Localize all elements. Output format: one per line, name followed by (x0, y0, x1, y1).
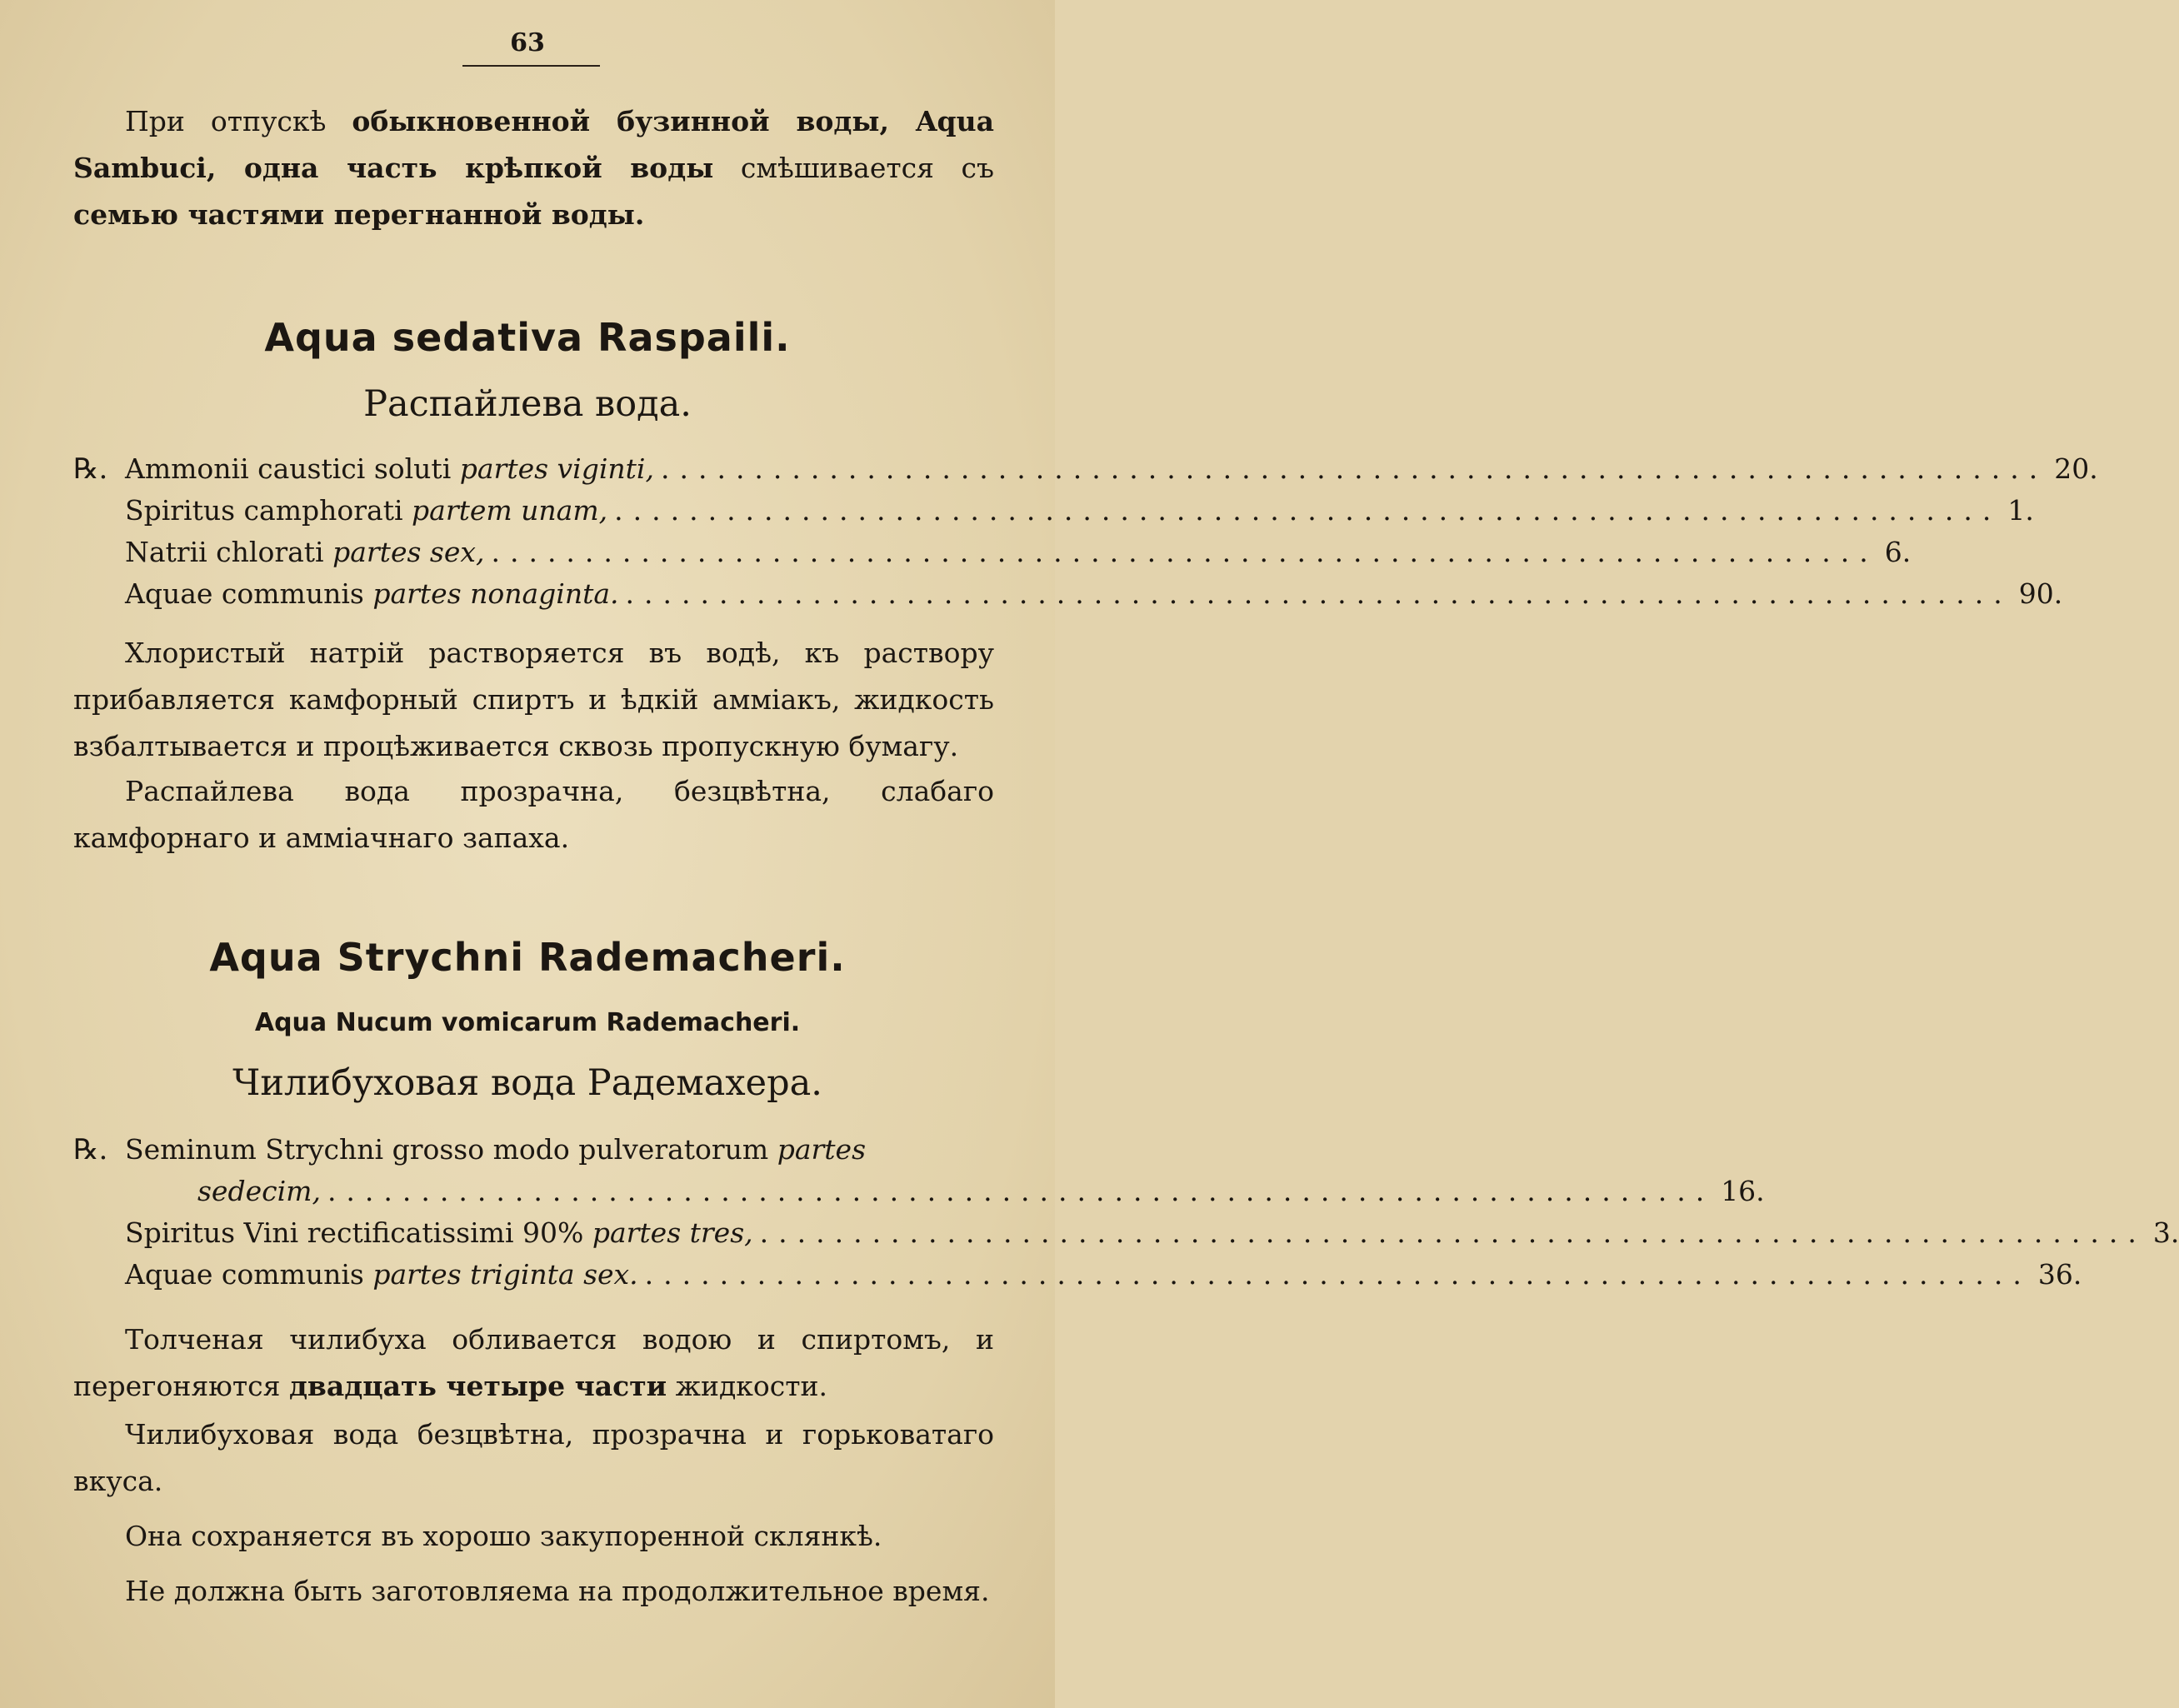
ingredient-amount: partes triginta sex. (372, 1258, 638, 1291)
ingredient-amount: sedecim, (197, 1175, 321, 1207)
ingredient-amount: partem unam, (412, 494, 608, 527)
ingredient-amount: partes viginti, (459, 452, 654, 485)
page-number-rule (462, 65, 600, 67)
ingredient-name: Spiritus Vini rectificatissimi 90% (125, 1216, 592, 1249)
ingredient-name: Natrii chlorati (125, 536, 333, 568)
paragraph-text: жидкости. (667, 1370, 828, 1402)
intro-paragraph (73, 98, 994, 238)
ingredient-line (125, 494, 2034, 527)
section2-title: Aqua Strychni Rademacheri. (209, 935, 846, 980)
ingredient-line-1b (197, 1175, 1765, 1207)
ingredient-line (125, 577, 2063, 610)
ingredient-qty: 16. (1721, 1175, 1765, 1207)
section2-paragraph-3: Она сохраняется въ хорошо закупоренной склянкѣ. (125, 1520, 882, 1552)
ingredient-name: Aquae communis (125, 577, 373, 610)
ingredient-name: Spiritus camphorati (125, 494, 412, 527)
paragraph-text: Толченая чилибуха обливается водою и спиртомъ, и перегоняются (73, 1323, 994, 1402)
paragraph-bold: двадцать четыре части (288, 1370, 667, 1402)
intro-bold-2: семью частями перегнанной воды. (73, 198, 645, 231)
leader-dots: .......................................................................... (759, 1216, 2147, 1249)
section2-paragraph-4: Не должна быть заготовляема на продолжительное время. (125, 1575, 990, 1607)
ingredient-line (125, 452, 2098, 485)
ingredient-amount: partes sex, (332, 536, 485, 568)
ingredient-amount: partes tres, (592, 1216, 753, 1249)
leader-dots: .......................................................................... (327, 1175, 1715, 1207)
section1-title-ru: Распайлева вода. (363, 383, 692, 425)
section1-paragraph-1: Хлористый натрій растворяется въ водѣ, къ раствору прибавляется камфорный спиртъ и ѣдкій амміакъ, жидкость взбалтывается и процѣживается сквозь пропускную бумагу. (73, 637, 994, 762)
ingredient-line (125, 1258, 2082, 1291)
ingredient-name: Aquae communis (125, 1258, 373, 1291)
section2-rx-sign: ℞. (73, 1133, 108, 1166)
section1-rx-sign: ℞. (73, 452, 108, 486)
ingredient-qty: 3. (2152, 1216, 2179, 1249)
ingredient-amount: partes nonaginta. (372, 577, 619, 610)
ingredient-qty: 6. (1884, 536, 1912, 568)
section2-paragraph-1 (73, 1316, 994, 1410)
leader-dots: .......................................................................... (660, 452, 2048, 485)
leader-dots: .......................................................................... (614, 494, 2002, 527)
ingredient-line-1a (125, 1133, 866, 1166)
ingredient-qty: 20. (2054, 452, 2098, 485)
ingredient-qty: 90. (2018, 577, 2063, 610)
section2-paragraph-2: Чилибуховая вода безцвѣтна, прозрачна и горьковатаго вкуса. (73, 1418, 994, 1497)
section1-paragraph-2: Распайлева вода прозрачна, безцвѣтна, слабаго камфорнаго и амміачнаго запаха. (73, 775, 994, 854)
ingredient-name: Ammonii caustici soluti (125, 452, 460, 485)
ingredient-line (125, 1216, 2179, 1249)
leader-dots: .......................................................................... (644, 1258, 2032, 1291)
intro-text-2: смѣшивается съ (713, 152, 994, 184)
ingredient-qty: 1. (2007, 494, 2034, 527)
ingredient-line (125, 536, 1912, 568)
intro-text-1: При отпускѣ (125, 105, 352, 137)
page-number: 63 (510, 28, 545, 57)
intro-bold-1: обыкновенной бузинной воды, Aqua Sambuci, одна часть крѣпкой воды (73, 105, 994, 184)
ingredient-amount: partes (777, 1133, 867, 1166)
ingredient-qty: 36. (2037, 1258, 2082, 1291)
section2-subtitle: Aqua Nucum vomicarum Rademacheri. (254, 1008, 801, 1037)
section2-title-ru: Чилибуховая вода Радемахера. (232, 1062, 822, 1104)
leader-dots: .......................................................................... (491, 536, 1878, 568)
leader-dots: .......................................................................... (625, 577, 2012, 610)
section1-title: Aqua sedativa Raspaili. (264, 315, 791, 360)
ingredient-name: Seminum Strychni grosso modo pulveratorum (125, 1133, 777, 1166)
